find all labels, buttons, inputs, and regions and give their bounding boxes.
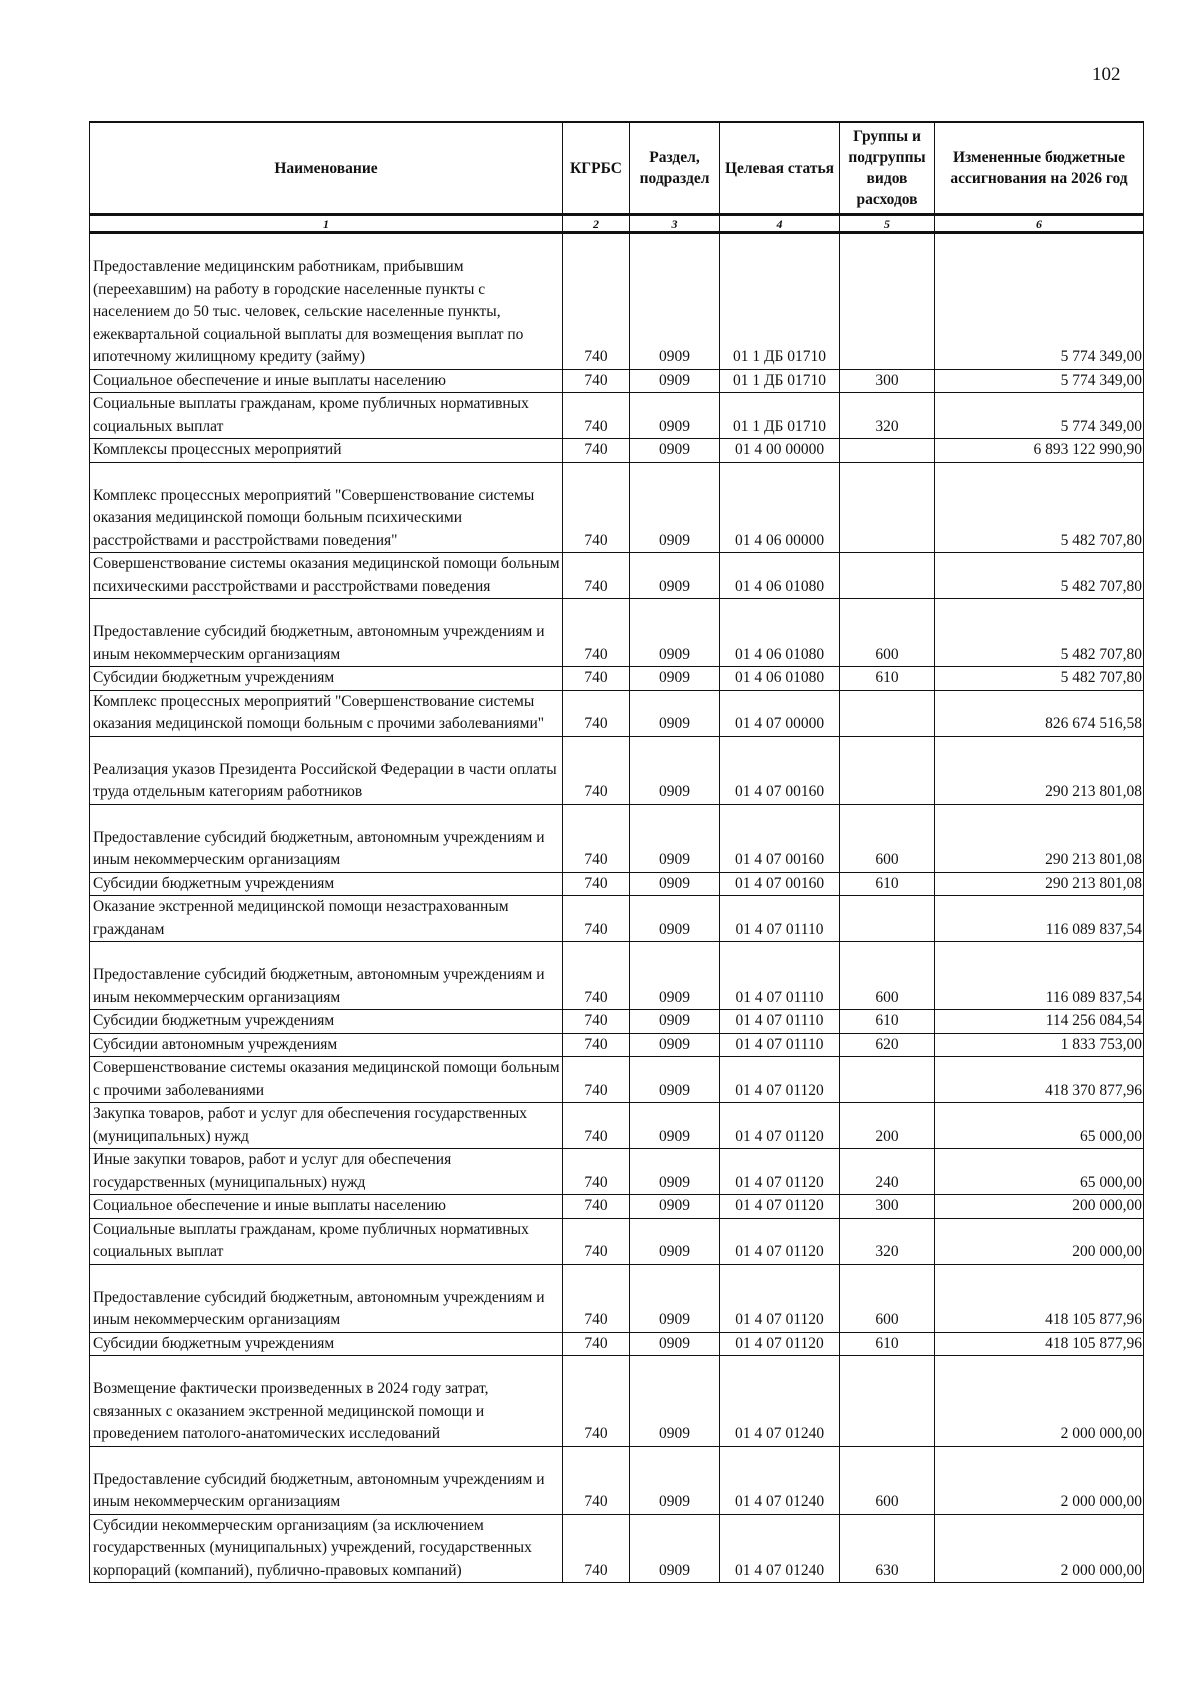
- row-target: 01 4 00 00000: [720, 439, 840, 463]
- row-name: Иные закупки товаров, работ и услуг для обеспечения государственных (муниципальных) нужд: [90, 1149, 563, 1195]
- row-section: 0909: [630, 942, 720, 1010]
- table-row: [90, 872, 1144, 896]
- table-row: [90, 690, 1144, 736]
- row-group: 600: [840, 942, 935, 1010]
- row-section: 0909: [630, 233, 720, 370]
- column-number: 3: [630, 215, 720, 233]
- row-name: Субсидии бюджетным учреждениям: [90, 1010, 563, 1034]
- row-section: 0909: [630, 896, 720, 942]
- header-groups: Группы и подгруппы видов расходов: [840, 122, 935, 215]
- row-group: 200: [840, 1103, 935, 1149]
- row-kgrbs: 740: [563, 1103, 630, 1149]
- row-group: [840, 896, 935, 942]
- row-amount: 65 000,00: [935, 1149, 1144, 1195]
- page-number: 102: [1092, 64, 1121, 85]
- row-kgrbs: 740: [563, 1149, 630, 1195]
- row-name: Социальное обеспечение и иные выплаты населению: [90, 1195, 563, 1219]
- row-target: 01 4 07 01120: [720, 1195, 840, 1219]
- table-row: [90, 393, 1144, 439]
- row-group: [840, 1057, 935, 1103]
- table-row: [90, 439, 1144, 463]
- table-row: [90, 667, 1144, 691]
- table-row: [90, 233, 1144, 370]
- table-row: [90, 736, 1144, 804]
- row-kgrbs: 740: [563, 1446, 630, 1514]
- row-amount: 65 000,00: [935, 1103, 1144, 1149]
- row-section: 0909: [630, 439, 720, 463]
- row-kgrbs: 740: [563, 1057, 630, 1103]
- table-row: [90, 462, 1144, 553]
- row-amount: 418 105 877,96: [935, 1264, 1144, 1332]
- row-amount: 5 774 349,00: [935, 393, 1144, 439]
- row-group: 610: [840, 872, 935, 896]
- row-section: 0909: [630, 1103, 720, 1149]
- row-section: 0909: [630, 1264, 720, 1332]
- row-amount: 116 089 837,54: [935, 942, 1144, 1010]
- row-group: 320: [840, 1218, 935, 1264]
- row-section: 0909: [630, 690, 720, 736]
- row-amount: 2 000 000,00: [935, 1446, 1144, 1514]
- row-amount: 5 774 349,00: [935, 369, 1144, 393]
- row-kgrbs: 740: [563, 439, 630, 463]
- table-body: [90, 233, 1144, 1583]
- row-section: 0909: [630, 369, 720, 393]
- row-kgrbs: 740: [563, 1332, 630, 1356]
- row-section: 0909: [630, 736, 720, 804]
- column-number: 2: [563, 215, 630, 233]
- column-number: 5: [840, 215, 935, 233]
- row-target: 01 4 07 00000: [720, 690, 840, 736]
- row-group: 600: [840, 599, 935, 667]
- row-amount: 5 482 707,80: [935, 599, 1144, 667]
- row-name: Совершенствование системы оказания медицинской помощи больным с прочими заболеваниями: [90, 1057, 563, 1103]
- row-kgrbs: 740: [563, 1195, 630, 1219]
- row-amount: 418 370 877,96: [935, 1057, 1144, 1103]
- row-group: [840, 439, 935, 463]
- row-target: 01 4 07 01240: [720, 1446, 840, 1514]
- row-name: Социальные выплаты гражданам, кроме публичных нормативных социальных выплат: [90, 393, 563, 439]
- row-section: 0909: [630, 1446, 720, 1514]
- row-name: Социальные выплаты гражданам, кроме публичных нормативных социальных выплат: [90, 1218, 563, 1264]
- row-section: 0909: [630, 1514, 720, 1583]
- row-kgrbs: 740: [563, 393, 630, 439]
- row-kgrbs: 740: [563, 599, 630, 667]
- row-target: 01 4 07 01110: [720, 1010, 840, 1034]
- table-row: [90, 1010, 1144, 1034]
- row-kgrbs: 740: [563, 896, 630, 942]
- row-name: Субсидии некоммерческим организациям (за исключением государственных (муниципальных) учреждений, государственных корпораций (компаний), публично-правовых компаний): [90, 1514, 563, 1583]
- header-kgrbs: КГРБС: [563, 122, 630, 215]
- row-target: 01 4 06 01080: [720, 599, 840, 667]
- row-group: 610: [840, 667, 935, 691]
- row-kgrbs: 740: [563, 942, 630, 1010]
- table-row: [90, 1033, 1144, 1057]
- row-target: 01 4 07 01240: [720, 1514, 840, 1583]
- row-section: 0909: [630, 1149, 720, 1195]
- row-kgrbs: 740: [563, 1010, 630, 1034]
- table-row: [90, 1332, 1144, 1356]
- table-row: [90, 1514, 1144, 1583]
- row-amount: 826 674 516,58: [935, 690, 1144, 736]
- row-target: 01 4 07 01110: [720, 942, 840, 1010]
- row-kgrbs: 740: [563, 462, 630, 553]
- row-name: Предоставление субсидий бюджетным, автономным учреждениям и иным некоммерческим организациям: [90, 1446, 563, 1514]
- row-target: 01 4 07 01120: [720, 1332, 840, 1356]
- budget-table: [89, 121, 1144, 1583]
- table-row: [90, 553, 1144, 599]
- column-number: 4: [720, 215, 840, 233]
- row-target: 01 4 06 01080: [720, 667, 840, 691]
- table-row: [90, 1218, 1144, 1264]
- row-section: 0909: [630, 667, 720, 691]
- header-amount: Измененные бюджетные ассигнования на 2026 год: [935, 122, 1144, 215]
- row-section: 0909: [630, 1332, 720, 1356]
- row-kgrbs: 740: [563, 667, 630, 691]
- row-name: Комплексы процессных мероприятий: [90, 439, 563, 463]
- row-group: 600: [840, 1264, 935, 1332]
- row-amount: 6 893 122 990,90: [935, 439, 1144, 463]
- row-kgrbs: 740: [563, 1514, 630, 1583]
- row-target: 01 4 07 00160: [720, 736, 840, 804]
- row-section: 0909: [630, 1218, 720, 1264]
- row-group: 610: [840, 1010, 935, 1034]
- row-group: 630: [840, 1514, 935, 1583]
- row-group: [840, 553, 935, 599]
- row-target: 01 4 07 00160: [720, 872, 840, 896]
- row-name: Субсидии автономным учреждениям: [90, 1033, 563, 1057]
- row-group: 240: [840, 1149, 935, 1195]
- row-amount: 290 213 801,08: [935, 872, 1144, 896]
- row-target: 01 4 07 01110: [720, 1033, 840, 1057]
- column-number: 6: [935, 215, 1144, 233]
- row-target: 01 4 06 00000: [720, 462, 840, 553]
- row-name: Реализация указов Президента Российской Федерации в части оплаты труда отдельным категориям работников: [90, 736, 563, 804]
- table-row: [90, 1356, 1144, 1447]
- row-group: 610: [840, 1332, 935, 1356]
- row-section: 0909: [630, 462, 720, 553]
- row-amount: 114 256 084,54: [935, 1010, 1144, 1034]
- row-group: 600: [840, 804, 935, 872]
- row-group: [840, 462, 935, 553]
- row-section: 0909: [630, 1033, 720, 1057]
- row-target: 01 4 07 01120: [720, 1218, 840, 1264]
- header-name: Наименование: [90, 122, 563, 215]
- row-name: Предоставление субсидий бюджетным, автономным учреждениям и иным некоммерческим организациям: [90, 942, 563, 1010]
- row-name: Комплекс процессных мероприятий "Совершенствование системы оказания медицинской помощи больным психическими расстройствами и расстройствами поведения": [90, 462, 563, 553]
- row-amount: 5 774 349,00: [935, 233, 1144, 370]
- row-amount: 418 105 877,96: [935, 1332, 1144, 1356]
- row-kgrbs: 740: [563, 690, 630, 736]
- row-target: 01 4 07 01120: [720, 1103, 840, 1149]
- table-row: [90, 1057, 1144, 1103]
- row-amount: 5 482 707,80: [935, 667, 1144, 691]
- row-group: 620: [840, 1033, 935, 1057]
- row-kgrbs: 740: [563, 1218, 630, 1264]
- table-row: [90, 1149, 1144, 1195]
- row-name: Субсидии бюджетным учреждениям: [90, 1332, 563, 1356]
- row-amount: 2 000 000,00: [935, 1356, 1144, 1447]
- row-target: 01 4 07 01120: [720, 1149, 840, 1195]
- row-target: 01 4 07 01110: [720, 896, 840, 942]
- row-target: 01 4 07 00160: [720, 804, 840, 872]
- table-row: [90, 804, 1144, 872]
- row-amount: 5 482 707,80: [935, 462, 1144, 553]
- row-section: 0909: [630, 393, 720, 439]
- header-target: Целевая статья: [720, 122, 840, 215]
- row-group: 300: [840, 1195, 935, 1219]
- row-section: 0909: [630, 1356, 720, 1447]
- header-row: [90, 122, 1144, 215]
- table-row: [90, 369, 1144, 393]
- row-group: 320: [840, 393, 935, 439]
- row-section: 0909: [630, 804, 720, 872]
- row-kgrbs: 740: [563, 369, 630, 393]
- row-amount: 200 000,00: [935, 1195, 1144, 1219]
- row-kgrbs: 740: [563, 872, 630, 896]
- row-target: 01 1 ДБ 01710: [720, 393, 840, 439]
- column-number: 1: [90, 215, 563, 233]
- row-name: Социальное обеспечение и иные выплаты населению: [90, 369, 563, 393]
- row-target: 01 4 07 01120: [720, 1264, 840, 1332]
- row-amount: 5 482 707,80: [935, 553, 1144, 599]
- row-name: Предоставление субсидий бюджетным, автономным учреждениям и иным некоммерческим организациям: [90, 599, 563, 667]
- table-row: [90, 599, 1144, 667]
- row-section: 0909: [630, 1057, 720, 1103]
- row-amount: 1 833 753,00: [935, 1033, 1144, 1057]
- row-group: [840, 233, 935, 370]
- row-kgrbs: 740: [563, 553, 630, 599]
- table-row: [90, 1195, 1144, 1219]
- row-name: Субсидии бюджетным учреждениям: [90, 667, 563, 691]
- row-target: 01 4 07 01120: [720, 1057, 840, 1103]
- row-kgrbs: 740: [563, 1356, 630, 1447]
- row-name: Предоставление субсидий бюджетным, автономным учреждениям и иным некоммерческим организациям: [90, 1264, 563, 1332]
- row-kgrbs: 740: [563, 1033, 630, 1057]
- row-name: Возмещение фактически произведенных в 2024 году затрат, связанных с оказанием экстренной медицинской помощи и проведением патолого-анатомических исследований: [90, 1356, 563, 1447]
- row-section: 0909: [630, 1195, 720, 1219]
- table-row: [90, 1446, 1144, 1514]
- row-section: 0909: [630, 599, 720, 667]
- row-target: 01 1 ДБ 01710: [720, 369, 840, 393]
- row-kgrbs: 740: [563, 1264, 630, 1332]
- column-number-row: [90, 215, 1144, 233]
- table-row: [90, 896, 1144, 942]
- row-amount: 290 213 801,08: [935, 804, 1144, 872]
- row-group: [840, 1356, 935, 1447]
- row-section: 0909: [630, 1010, 720, 1034]
- table-row: [90, 942, 1144, 1010]
- row-name: Комплекс процессных мероприятий "Совершенствование системы оказания медицинской помощи больным с прочими заболеваниями": [90, 690, 563, 736]
- row-kgrbs: 740: [563, 233, 630, 370]
- row-target: 01 1 ДБ 01710: [720, 233, 840, 370]
- row-group: 600: [840, 1446, 935, 1514]
- row-amount: 116 089 837,54: [935, 896, 1144, 942]
- table-row: [90, 1103, 1144, 1149]
- row-kgrbs: 740: [563, 736, 630, 804]
- row-name: Совершенствование системы оказания медицинской помощи больным психическими расстройствами и расстройствами поведения: [90, 553, 563, 599]
- row-section: 0909: [630, 872, 720, 896]
- row-group: [840, 690, 935, 736]
- row-amount: 200 000,00: [935, 1218, 1144, 1264]
- row-group: 300: [840, 369, 935, 393]
- row-name: Закупка товаров, работ и услуг для обеспечения государственных (муниципальных) нужд: [90, 1103, 563, 1149]
- row-amount: 290 213 801,08: [935, 736, 1144, 804]
- row-name: Предоставление медицинским работникам, прибывшим (переехавшим) на работу в городские населенные пункты с населением до 50 тыс. человек, сельские населенные пункты, ежеквартальной социальной выплаты для возмещения выплат по ипотечному жилищному кредиту (займу): [90, 233, 563, 370]
- row-name: Предоставление субсидий бюджетным, автономным учреждениям и иным некоммерческим организациям: [90, 804, 563, 872]
- table-row: [90, 1264, 1144, 1332]
- row-group: [840, 736, 935, 804]
- row-target: 01 4 06 01080: [720, 553, 840, 599]
- row-section: 0909: [630, 553, 720, 599]
- row-name: Субсидии бюджетным учреждениям: [90, 872, 563, 896]
- row-name: Оказание экстренной медицинской помощи незастрахованным гражданам: [90, 896, 563, 942]
- row-target: 01 4 07 01240: [720, 1356, 840, 1447]
- row-amount: 2 000 000,00: [935, 1514, 1144, 1583]
- header-section: Раздел, подраздел: [630, 122, 720, 215]
- row-kgrbs: 740: [563, 804, 630, 872]
